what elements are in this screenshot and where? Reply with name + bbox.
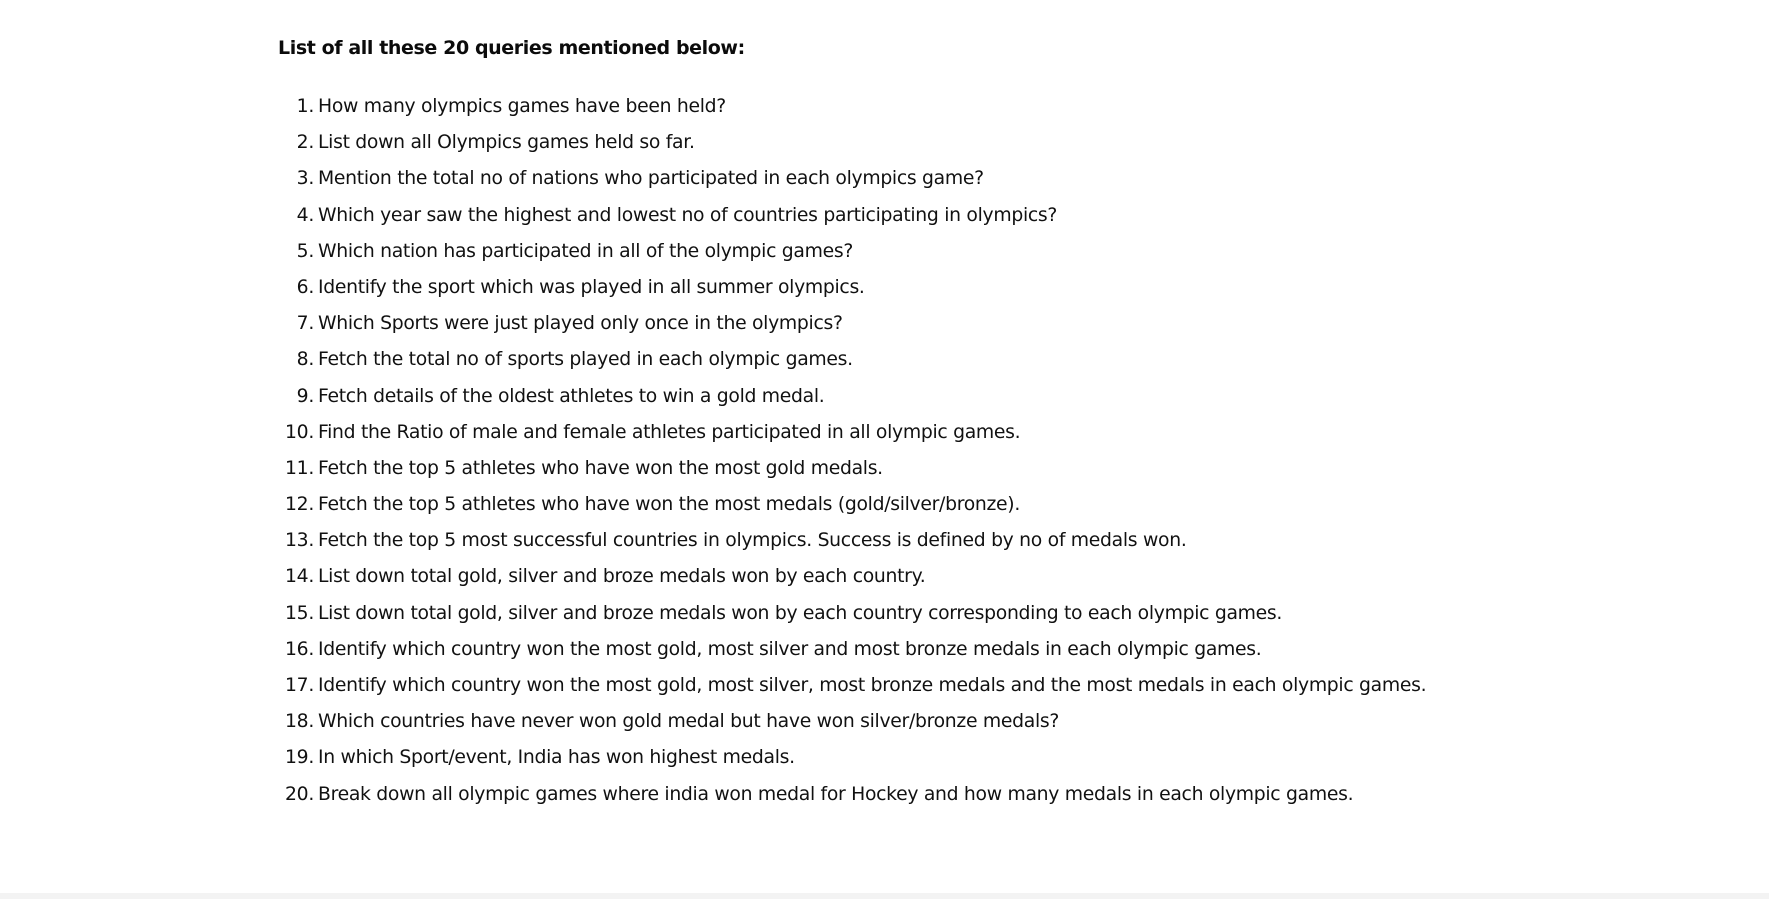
list-item-number: 10.: [285, 421, 314, 443]
list-item-number: 3.: [296, 168, 314, 190]
list-item: [278, 563, 1478, 590]
list-item-number: 18.: [285, 711, 314, 733]
list-item: [278, 165, 1478, 192]
list-item-text: Fetch the total no of sports played in each olympic games.: [318, 349, 853, 371]
list-item-text: Mention the total no of nations who participated in each olympics game?: [318, 168, 984, 190]
list-item: [278, 274, 1478, 301]
list-item: [278, 93, 1478, 120]
list-item-text: Which countries have never won gold medal but have won silver/bronze medals?: [318, 711, 1060, 733]
list-item-number: 13.: [285, 530, 314, 552]
list-item: [278, 636, 1478, 663]
page-bottom-divider: [0, 893, 1769, 899]
list-item: [278, 708, 1478, 735]
list-item-text: Identify the sport which was played in all summer olympics.: [318, 276, 865, 298]
list-item-number: 14.: [285, 566, 314, 588]
list-item-number: 16.: [285, 638, 314, 660]
list-item: [278, 383, 1478, 410]
list-item-number: 12.: [285, 494, 314, 516]
query-list: [278, 93, 1478, 817]
list-item-text: Which nation has participated in all of the olympic games?: [318, 240, 853, 262]
list-item-number: 19.: [285, 747, 314, 769]
list-item: [278, 744, 1478, 771]
list-heading: List of all these 20 queries mentioned below:: [278, 37, 745, 59]
list-item-text: Find the Ratio of male and female athletes participated in all olympic games.: [318, 421, 1021, 443]
list-item-text: Which year saw the highest and lowest no of countries participating in olympics?: [318, 204, 1058, 226]
list-item-text: Identify which country won the most gold, most silver and most bronze medals in each olympic games.: [318, 638, 1262, 660]
list-item-text: Fetch details of the oldest athletes to win a gold medal.: [318, 385, 825, 407]
list-item-text: Fetch the top 5 most successful countries in olympics. Success is defined by no of medals won.: [318, 530, 1187, 552]
list-item-number: 17.: [285, 675, 314, 696]
list-item: [278, 600, 1478, 627]
list-item-number: 11.: [285, 457, 314, 479]
list-item: [278, 672, 1478, 699]
list-item-text: Break down all olympic games where india won medal for Hockey and how many medals in each olympic games.: [318, 783, 1354, 805]
list-item-number: 6.: [296, 276, 314, 298]
list-item: [278, 419, 1478, 446]
list-item: [278, 491, 1478, 518]
list-item: [278, 310, 1478, 337]
list-item-text: List down all Olympics games held so far.: [318, 132, 695, 154]
list-item-number: 9.: [296, 385, 314, 407]
list-item-number: 7.: [296, 313, 314, 335]
list-item: [278, 238, 1478, 265]
list-item-text: Identify which country won the most gold, most silver, most bronze medals and the most medals in each olympic games.: [318, 675, 1427, 696]
list-item-text: Which Sports were just played only once in the olympics?: [318, 313, 843, 335]
list-item-number: 8.: [296, 349, 314, 371]
list-item-text: List down total gold, silver and broze medals won by each country corresponding to each olympic games.: [318, 602, 1283, 624]
list-item-text: Fetch the top 5 athletes who have won the most gold medals.: [318, 457, 883, 479]
list-item-text: In which Sport/event, India has won highest medals.: [318, 747, 795, 769]
list-item: [278, 346, 1478, 373]
list-item-number: 15.: [285, 602, 314, 624]
list-item-text: List down total gold, silver and broze medals won by each country.: [318, 566, 926, 588]
list-item-number: 2.: [296, 132, 314, 154]
list-item-number: 20.: [285, 783, 314, 805]
document-content: [278, 34, 1478, 805]
list-item: [278, 129, 1478, 156]
list-item: [278, 202, 1478, 229]
list-item-number: 1.: [296, 96, 314, 117]
list-item: [278, 781, 1478, 808]
list-item-text: How many olympics games have been held?: [318, 96, 726, 117]
list-item: [278, 455, 1478, 482]
list-item-number: 4.: [296, 204, 314, 226]
list-item: [278, 527, 1478, 554]
list-item-number: 5.: [296, 240, 314, 262]
list-item-text: Fetch the top 5 athletes who have won the most medals (gold/silver/bronze).: [318, 494, 1021, 516]
